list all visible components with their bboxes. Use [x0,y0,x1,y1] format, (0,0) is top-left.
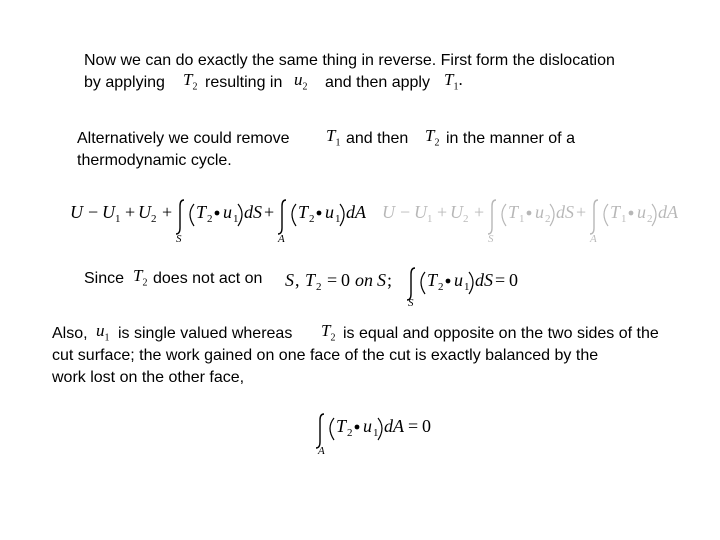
svg-text:T: T [336,416,347,436]
svg-text:U: U [450,202,463,222]
svg-text:dS: dS [244,202,262,222]
para1-line2-c: and then apply [325,74,430,91]
svg-text:on: on [355,270,373,290]
equation-work-sum-2 [380,188,680,251]
svg-text:1: 1 [427,213,433,225]
since-text-b: does not act on [153,270,263,287]
para1-line2-a: by applying [84,74,165,91]
svg-text:2: 2 [207,213,213,225]
svg-text:2: 2 [545,213,551,225]
svg-text:0: 0 [422,416,431,436]
svg-text:dS: dS [475,270,493,290]
svg-text:+: + [264,202,275,222]
svg-text:;: ; [387,270,393,290]
svg-text:T: T [427,270,438,290]
since-text-a: Since [84,270,125,287]
symbol-T2-d: $T_2$ [321,321,336,344]
svg-text:,: , [295,270,300,290]
svg-text:+: + [474,202,485,222]
svg-text:−: − [88,202,99,222]
svg-text:2: 2 [151,213,157,225]
svg-text:1: 1 [621,213,627,225]
svg-text:T: T [610,202,621,222]
svg-text:U: U [382,202,395,222]
svg-text:0: 0 [509,270,518,290]
svg-text:+: + [162,202,173,222]
symbol-T1-a: $T_1$. [444,70,463,93]
svg-text:1: 1 [464,281,470,293]
symbol-T2-c: $T_2$ [133,266,148,289]
svg-text:T: T [508,202,519,222]
svg-text:u: u [637,202,646,222]
symbol-u2-a: $u_2$ [294,70,308,93]
svg-text:u: u [454,270,463,290]
svg-text:=: = [408,416,419,436]
svg-text:S: S [285,270,294,290]
symbol-T2-b: $T_2$ [425,126,440,149]
para2-line1-b: and then [346,130,409,147]
para2-line2: thermodynamic cycle. [77,152,232,169]
also-text-b: is single valued whereas [118,325,293,342]
para2-line1-a: Alternatively we could remove [77,130,290,147]
symbol-T2-a: $T_2$ [183,70,198,93]
svg-text:T: T [305,270,316,290]
equation-since [283,260,528,313]
svg-text:dA: dA [346,202,366,222]
para2-line1-c: in the manner of a [446,130,575,147]
svg-text:T: T [196,202,207,222]
svg-text:U: U [70,202,83,222]
svg-text:A: A [278,233,285,245]
svg-text:+: + [125,202,136,222]
svg-text:A: A [318,445,325,456]
svg-text:1: 1 [373,427,379,439]
svg-text:dA: dA [658,202,678,222]
svg-text:0: 0 [341,270,350,290]
svg-text:2: 2 [309,213,315,225]
svg-text:S: S [408,297,414,308]
svg-text:u: u [535,202,544,222]
svg-text:=: = [327,270,338,290]
svg-text:u: u [325,202,334,222]
svg-text:U: U [414,202,427,222]
svg-text:1: 1 [335,213,341,225]
equation-final [316,406,441,461]
svg-text:1: 1 [233,213,239,225]
svg-text:+: + [437,202,448,222]
svg-text:U: U [138,202,151,222]
svg-text:1: 1 [519,213,525,225]
also-line2: cut surface; the work gained on one face of the cut is exactly balanced by the [52,347,599,364]
also-text-c: is equal and opposite on the two sides of the [343,325,659,342]
svg-text:S: S [488,233,494,245]
svg-text:2: 2 [647,213,653,225]
svg-text:2: 2 [347,427,353,439]
svg-text:2: 2 [463,213,469,225]
svg-text:2: 2 [316,281,322,293]
also-text-a: Also, [52,325,88,342]
para1-line1: Now we can do exactly the same thing in reverse. First form the dislocation [84,52,615,69]
svg-text:u: u [363,416,372,436]
svg-text:1: 1 [115,213,121,225]
svg-text:S: S [377,270,386,290]
svg-text:+: + [576,202,587,222]
symbol-u1: $u_1$ [96,321,110,344]
svg-text:−: − [400,202,411,222]
svg-text:T: T [298,202,309,222]
svg-text:U: U [102,202,115,222]
svg-text:dS: dS [556,202,574,222]
svg-text:u: u [223,202,232,222]
svg-text:dA: dA [384,416,404,436]
svg-text:2: 2 [438,281,444,293]
also-line3: work lost on the other face, [52,369,245,386]
para1-line2-b: resulting in [205,74,283,91]
symbol-T1-b: $T_1$ [326,126,341,149]
svg-text:A: A [590,233,597,245]
svg-text:S: S [176,233,182,245]
equation-work-sum-1 [68,188,368,251]
svg-text:=: = [495,270,506,290]
